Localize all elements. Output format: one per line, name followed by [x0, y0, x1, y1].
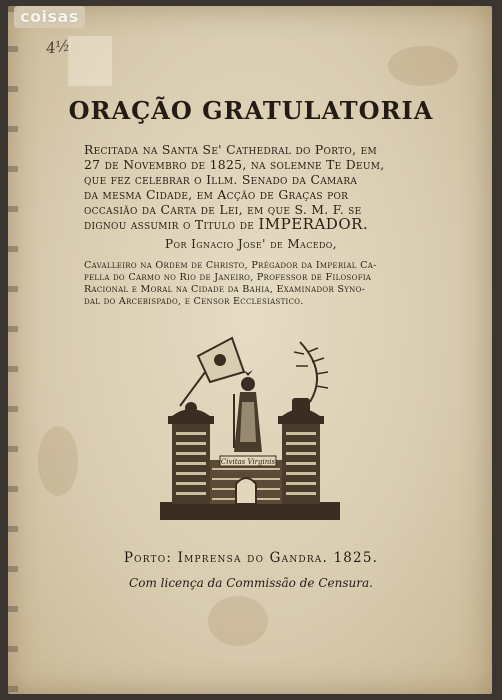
description-line: 27 de Novembro de 1825, na solemne Te Deum,: [84, 157, 385, 172]
roles-line: Racional e Moral na Cidade da Bahia, Examinador Syno-: [84, 284, 366, 295]
emblem-banner-text: Civitas Virginis: [220, 458, 276, 466]
description-line: que fez celebrar o Illm. Senado da Camara: [84, 172, 358, 187]
handwritten-note: 4½: [44, 36, 72, 58]
roles-line: Cavalleiro na Ordem de Christo, Prégador da Imperial Ca-: [84, 260, 377, 271]
stain: [208, 596, 268, 646]
license-line: Com licença da Commissão de Censura.: [129, 576, 373, 590]
author-roles: [84, 260, 414, 308]
description-emphasis: IMPERADOR.: [258, 215, 369, 233]
city-coat-of-arms-icon: [150, 332, 350, 532]
roles-line: dal do Arcebispado, e Censor Ecclesiastico.: [84, 296, 304, 307]
description-line: da mesma Cidade, em Acção de Graças por: [84, 187, 349, 202]
description-line-text: dignou assumir o Titulo de: [84, 217, 255, 232]
watermark-logo: coisas: [14, 6, 85, 28]
paper-patch: [68, 36, 112, 86]
page-title: ORAÇÃO GRATULATORIA: [68, 96, 434, 125]
author-line: Por Ignacio Jose' de Macedo,: [165, 237, 337, 251]
description: [84, 142, 414, 232]
stain: [388, 46, 458, 86]
emblem-gate: [236, 478, 256, 504]
description-line: [84, 217, 414, 232]
imprint-line: Porto: Imprensa do Gandra. 1825.: [123, 550, 379, 566]
emblem-figure-head: [241, 377, 255, 391]
roles-line: pella do Carmo no Rio de Janeiro, Professor de Filosofia: [84, 272, 372, 283]
description-line: occasião da Carta de Lei, em que S. M. F. se: [84, 202, 362, 217]
description-line: Recitada na Santa Se' Cathedral do Porto, em: [84, 142, 377, 157]
stain: [38, 426, 78, 496]
